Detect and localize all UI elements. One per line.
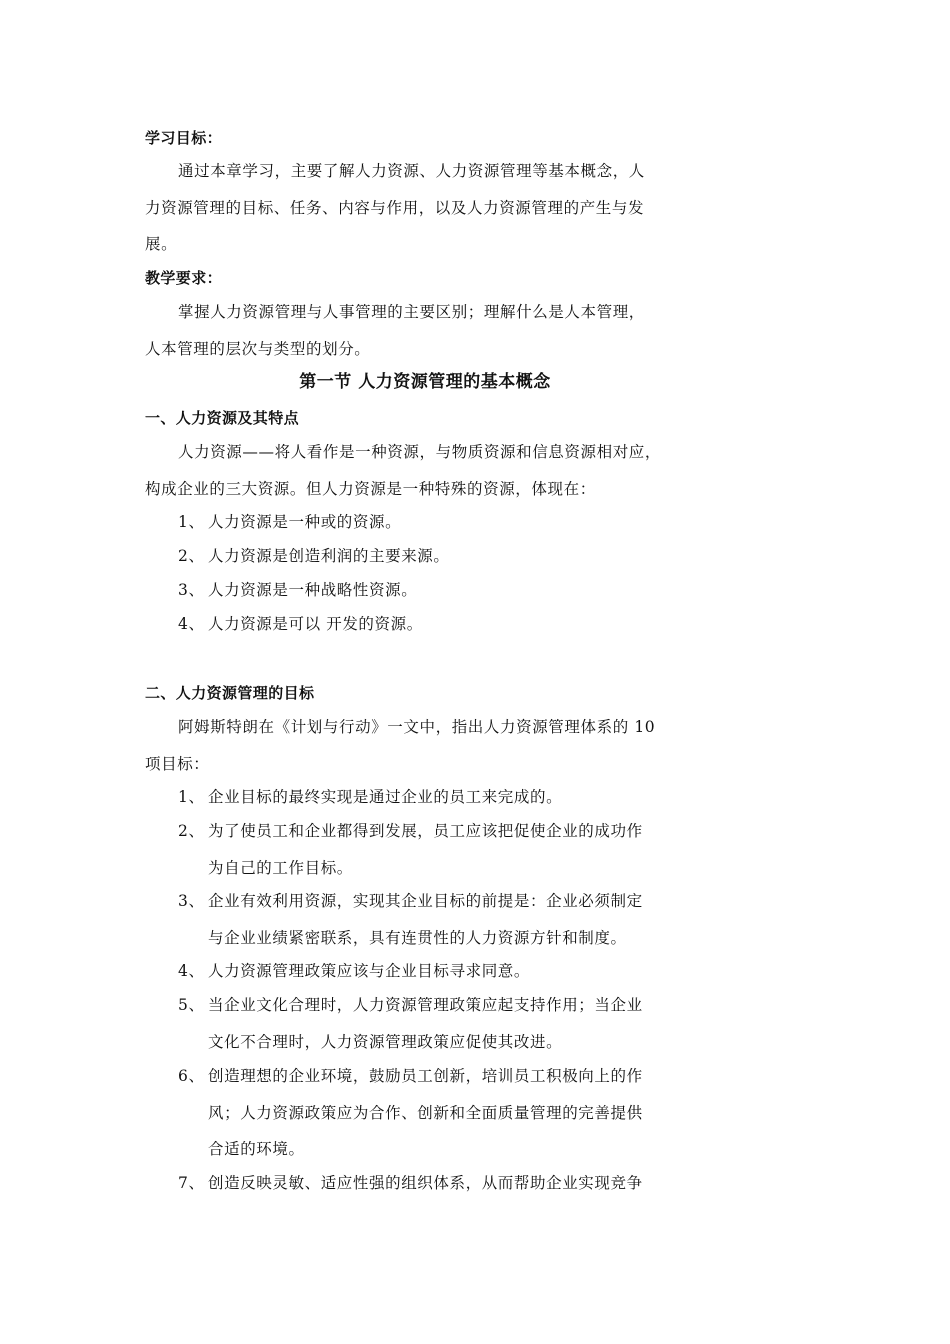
list-number: 7、 xyxy=(178,1174,205,1192)
requirements-heading: 教学要求： xyxy=(145,269,223,287)
list-text: 人力资源是一种或的资源。 xyxy=(208,513,402,531)
list-text: 当企业文化合理时，人力资源管理政策应起支持作用；当企业 xyxy=(208,996,643,1014)
part2-para-line: 阿姆斯特朗在《计划与行动》一文中，指出人力资源管理体系的 10 xyxy=(178,718,656,736)
list-number: 4、 xyxy=(178,962,205,980)
list-item xyxy=(178,787,562,807)
requirements-text-line: 人本管理的层次与类型的划分。 xyxy=(145,340,371,358)
list-item xyxy=(178,1173,643,1193)
list-item xyxy=(178,512,401,532)
list-text: 人力资源管理政策应该与企业目标寻求同意。 xyxy=(208,962,531,980)
objectives-text-line: 通过本章学习，主要了解人力资源、人力资源管理等基本概念，人 xyxy=(178,162,645,180)
objectives-text-line: 展。 xyxy=(145,235,178,253)
list-item xyxy=(178,1066,643,1086)
list-text: 企业目标的最终实现是通过企业的员工来完成的。 xyxy=(208,788,563,806)
list-item xyxy=(178,995,643,1015)
list-item xyxy=(178,891,643,911)
part1-heading: 一、人力资源及其特点 xyxy=(145,409,300,427)
list-number: 1、 xyxy=(178,788,205,806)
requirements-text-line: 掌握人力资源管理与人事管理的主要区别；理解什么是人本管理， xyxy=(178,303,645,321)
list-number: 3、 xyxy=(178,581,205,599)
part2-heading: 二、人力资源管理的目标 xyxy=(145,684,315,702)
part2-para-line: 项目标： xyxy=(145,755,210,773)
list-number: 5、 xyxy=(178,996,205,1014)
list-text: 人力资源是可以 开发的资源。 xyxy=(208,615,423,633)
list-text: 创造反映灵敏、适应性强的组织体系，从而帮助企业实现竞争 xyxy=(208,1174,643,1192)
list-text: 人力资源是一种战略性资源。 xyxy=(208,581,418,599)
section-title: 第一节 人力资源管理的基本概念 xyxy=(299,372,551,392)
list-item-continuation: 风；人力资源政策应为合作、创新和全面质量管理的完善提供 xyxy=(208,1104,643,1122)
list-number: 3、 xyxy=(178,892,205,910)
part1-para-line: 人力资源——将人看作是一种资源，与物质资源和信息资源相对应， xyxy=(178,443,662,461)
objectives-heading: 学习目标： xyxy=(145,129,223,147)
list-number: 6、 xyxy=(178,1067,205,1085)
list-text: 企业有效利用资源，实现其企业目标的前提是：企业必须制定 xyxy=(208,892,643,910)
list-item xyxy=(178,821,643,841)
list-item xyxy=(178,580,417,600)
list-item-continuation: 文化不合理时，人力资源管理政策应促使其改进。 xyxy=(208,1033,563,1051)
list-text: 人力资源是创造利润的主要来源。 xyxy=(208,547,450,565)
list-item-continuation: 为自己的工作目标。 xyxy=(208,859,353,877)
list-item-continuation: 与企业业绩紧密联系，具有连贯性的人力资源方针和制度。 xyxy=(208,929,627,947)
list-item xyxy=(178,614,423,634)
list-text: 创造理想的企业环境，鼓励员工创新，培训员工积极向上的作 xyxy=(208,1067,643,1085)
list-text: 为了使员工和企业都得到发展，员工应该把促使企业的成功作 xyxy=(208,822,643,840)
list-number: 1、 xyxy=(178,513,205,531)
list-number: 2、 xyxy=(178,547,205,565)
list-item xyxy=(178,961,530,981)
list-number: 4、 xyxy=(178,615,205,633)
list-item-continuation: 合适的环境。 xyxy=(208,1140,305,1158)
list-number: 2、 xyxy=(178,822,205,840)
objectives-text-line: 力资源管理的目标、任务、内容与作用，以及人力资源管理的产生与发 xyxy=(145,199,645,217)
list-item xyxy=(178,546,450,566)
part1-para-line: 构成企业的三大资源。但人力资源是一种特殊的资源，体现在： xyxy=(145,480,596,498)
